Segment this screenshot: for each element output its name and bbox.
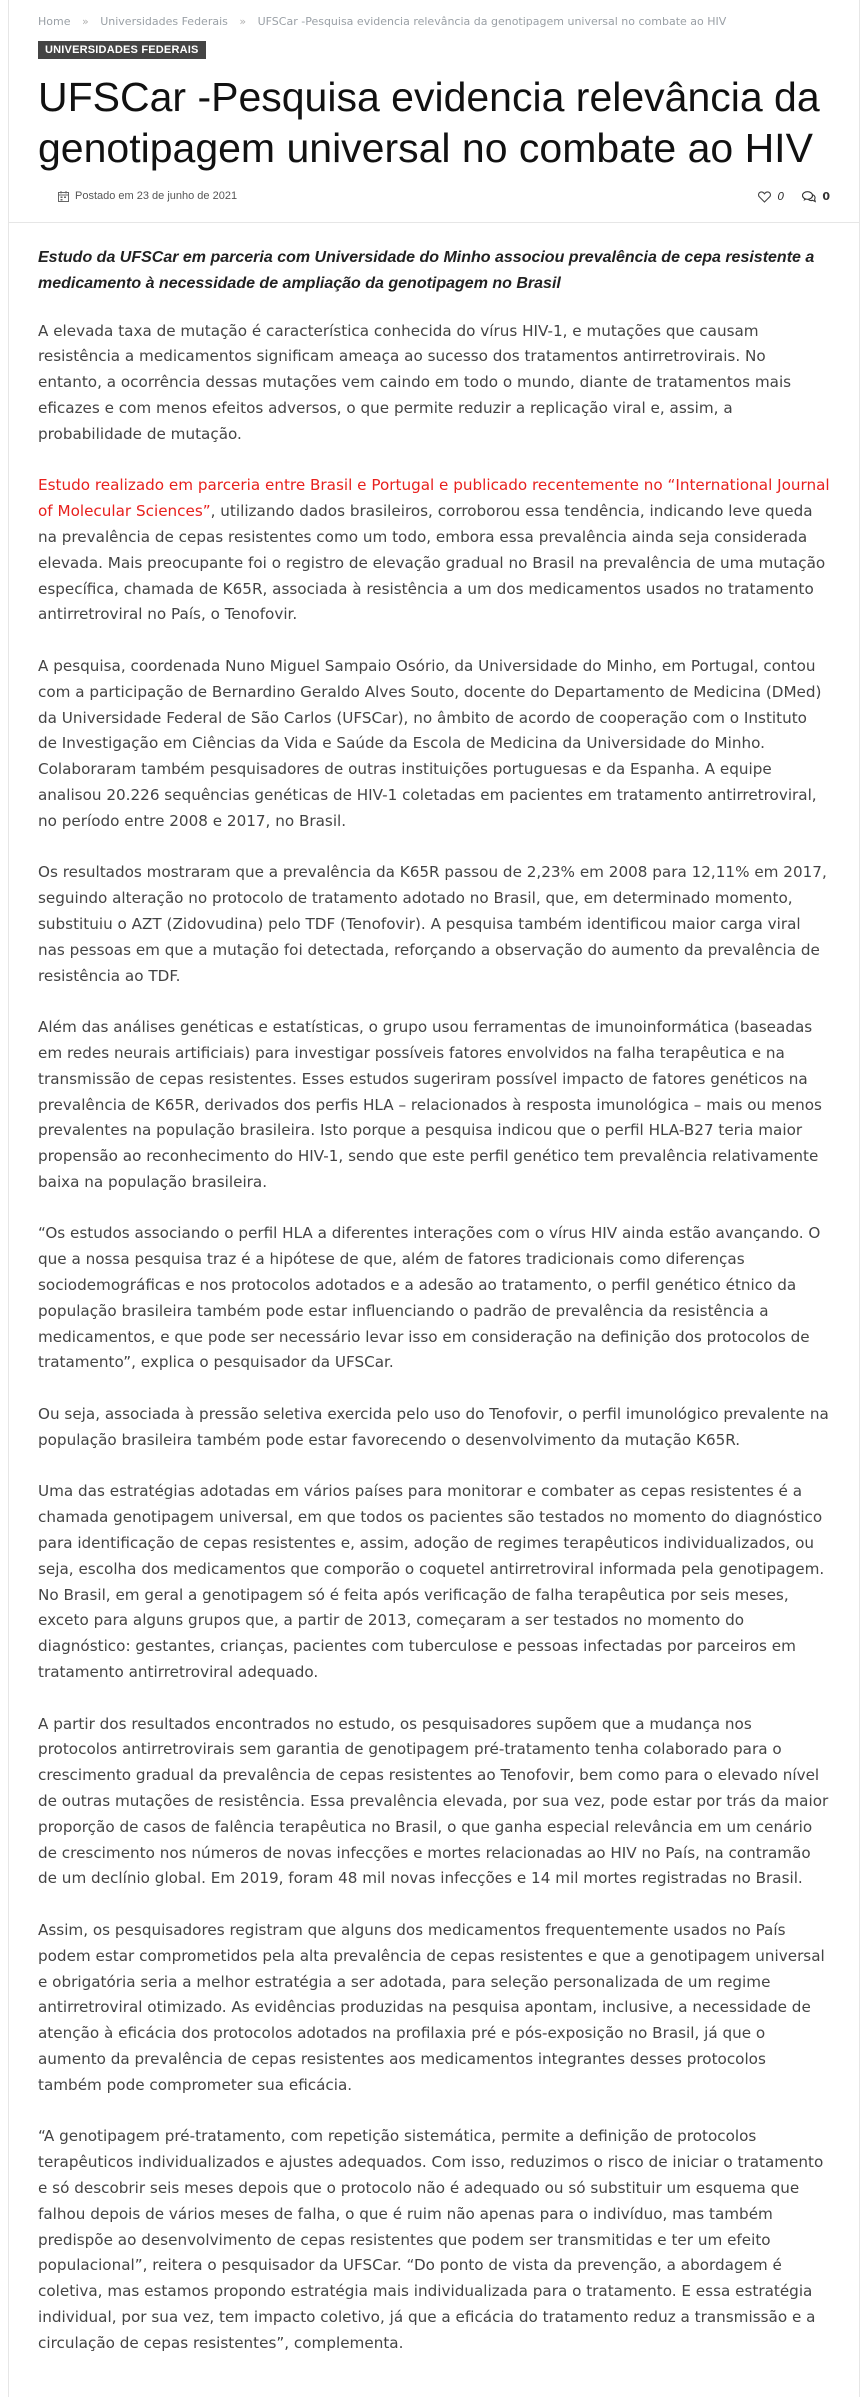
article-paragraph: Assim, os pesquisadores registram que alguns dos medicamentos frequentemente usados no País podem estar comprometidos pela alta prevalência de cepas resistentes e que a genotipagem universal e obrigatória seria a melhor estratégia a ser adotada, para seleção personalizada de um regime antirretroviral otimizado. As evidências produzidas na pesquisa apontam, inclusive, a necessidade de atenção à eficácia dos protocolos adotados na profilaxia pré e pós-exposição no Brasil, já que o aumento da prevalência de cepas resistentes aos medicamentos integrantes desses protocolos também pode comprometer sua eficácia. — [38, 1921, 825, 2094]
breadcrumb-current: UFSCar -Pesquisa evidencia relevância da genotipagem universal no combate ao HIV — [257, 15, 727, 28]
article-paragraph: “A genotipagem pré-tratamento, com repetição sistemática, permite a definição de protocolos terapêuticos individualizados e ajustes adequados. Com isso, reduzimos o risco de iniciar o tratamento e só descobrir seis meses depois que o protocolo não é adequado ou só substituir um esquema que falhou depois de vários meses de falha, o que é ruim não apenas para o indivíduo, mas também predispõe ao desenvolvimento de cepas resistentes que podem ser transmitidas e ter um efeito populacional”, reitera o pesquisador da UFSCar. “Do ponto de vista da prevenção, a abordagem é coletiva, mas estamos propondo estratégia mais individualizada para o tratamento. E essa estratégia individual, por sua vez, tem impacto coletivo, já que a eficácia do tratamento reduz a transmissão e a circulação de cepas resistentes”, complementa. — [38, 2127, 824, 2352]
heart-icon — [758, 191, 771, 203]
double-chevron-icon: » — [239, 15, 247, 28]
article-paragraph — [38, 473, 830, 628]
article-lead: Estudo da UFSCar em parceria com Universidade do Minho associou prevalência de cepa resistente a medicamento à necessidade de ampliação da genotipagem no Brasil — [38, 249, 815, 292]
post-stats — [758, 190, 830, 203]
article-paragraph-text: , utilizando dados brasileiros, corroborou essa tendência, indicando leve queda na prevalência de cepas resistentes como um todo, embora essa prevalência ainda seja considerada elevada. Mais preocupante foi o registro de elevação gradual no Brasil na prevalência de uma mutação específica, chamada de K65R, associada à resistência a um dos medicamentos usados no tratamento antirretroviral no País, o Tenofovir. — [38, 502, 826, 624]
divider — [8, 222, 860, 223]
like-count: 0 — [777, 190, 785, 203]
comments-link[interactable] — [802, 190, 830, 203]
article-paragraph: Os resultados mostraram que a prevalência da K65R passou de 2,23% em 2008 para 12,11% em 2017, seguindo alteração no protocolo de tratamento adotado no Brasil, que, em determinado momento, substituiu o AZT (Zidovudina) pelo TDF (Tenofovir). A pesquisa também identificou maior carga viral nas pessoas em que a mutação foi detectada, reforçando a observação do aumento da prevalência de resistência ao TDF. — [38, 863, 827, 985]
comments-icon — [802, 191, 816, 203]
post-date — [58, 190, 237, 202]
post-meta — [38, 190, 830, 206]
article-paragraph: “Os estudos associando o perfil HLA a diferentes interações com o vírus HIV ainda estão avançando. O que a nossa pesquisa traz é a hipótese de que, além de fatores tradicionais como diferenças sociodemográficas e nos protocolos adotados e a adesão ao tratamento, o perfil genético étnico da população brasileira também pode estar influenciando o padrão de prevalência da resistência a medicamentos, e que pode ser necessário levar isso em consideração na definição dos protocolos de tratamento”, explica o pesquisador da UFSCar. — [38, 1224, 821, 1372]
article-body — [38, 245, 830, 2382]
calendar-icon — [58, 191, 69, 202]
article-paragraph: A pesquisa, coordenada Nuno Miguel Sampaio Osório, da Universidade do Minho, em Portugal, contou com a participação de Bernardino Geraldo Alves Souto, docente do Departamento de Medicina (DMed) da Universidade Federal de São Carlos (UFSCar), no âmbito de acordo de cooperação com o Instituto de Investigação em Ciências da Vida e Saúde da Escola de Medicina da Universidade do Minho. Colaboraram também pesquisadores de outras instituições portuguesas e da Espanha. A equipe analisou 20.226 sequências genéticas de HIV-1 coletadas em pacientes em tratamento antirretroviral, no período entre 2008 e 2017, no Brasil. — [38, 656, 822, 830]
breadcrumb — [38, 15, 726, 28]
article-paragraph: Além das análises genéticas e estatísticas, o grupo usou ferramentas de imunoinformática (baseadas em redes neurais artificiais) para investigar possíveis fatores envolvidos na falha terapêutica e na transmissão de cepas resistentes. Esses estudos sugeriram possível impacto de fatores genéticos na prevalência de K65R, derivados dos perfis HLA – relacionados à resposta imunológica – mais ou menos prevalentes na população brasileira. Isto porque a pesquisa indicou que o perfil HLA-B27 teria maior propensão ao reconhecimento do HIV-1, sendo que este perfil genético tem prevalência relativamente baixa na população brasileira. — [38, 1018, 822, 1191]
article-paragraph: Ou seja, associada à pressão seletiva exercida pelo uso do Tenofovir, o perfil imunológico prevalente na população brasileira também pode estar favorecendo o desenvolvimento da mutação K65R. — [38, 1405, 829, 1449]
breadcrumb-category[interactable]: Universidades Federais — [100, 15, 228, 28]
category-badge[interactable]: UNIVERSIDADES FEDERAIS — [38, 41, 206, 59]
comment-count: 0 — [822, 190, 830, 203]
post-date-text: Postado em 23 de junho de 2021 — [75, 190, 238, 202]
article-paragraph: A partir dos resultados encontrados no estudo, os pesquisadores supõem que a mudança nos protocolos antirretrovirais sem garantia de genotipagem pré-tratamento tenha colaborado para o crescimento gradual da prevalência de cepas resistentes ao Tenofovir, bem como para o elevado nível de outras mutações de resistência. Essa prevalência elevada, por sua vez, pode estar por trás da maior proporção de casos de falência terapêutica no Brasil, o que ganha especial relevância em um cenário de crescimento nos números de novas infecções e mortes relacionadas ao HIV no País, na contramão de um declínio global. Em 2019, foram 48 mil novas infecções e 14 mil mortes registradas no Brasil. — [38, 1714, 829, 1888]
breadcrumb-home[interactable]: Home — [38, 15, 71, 28]
study-link[interactable]: Estudo realizado em parceria entre Brasil e Portugal e publicado recentemente no “International Journal of Molecular Sciences” — [38, 476, 830, 521]
double-chevron-icon: » — [81, 15, 89, 28]
article-paragraph: A elevada taxa de mutação é característica conhecida do vírus HIV-1, e mutações que causam resistência a medicamentos significam ameaça ao sucesso dos tratamentos antirretrovirais. No entanto, a ocorrência dessas mutações vem caindo em todo o mundo, diante de tratamentos mais eficazes e com menos efeitos adversos, o que permite reduzir a replicação viral e, assim, a probabilidade de mutação. — [38, 321, 792, 443]
like-button[interactable] — [758, 190, 784, 203]
page-title: UFSCar -Pesquisa evidencia relevância da genotipagem universal no combate ao HIV — [38, 74, 820, 171]
article-paragraph: Uma das estratégias adotadas em vários países para monitorar e combater as cepas resistentes é a chamada genotipagem universal, em que todos os pacientes são testados no momento do diagnóstico para identificação de cepas resistentes e, assim, adoção de regimes terapêuticos individualizados, ou seja, escolha dos medicamentos que comporão o coquetel antirretroviral informada pela genotipagem. No Brasil, em geral a genotipagem só é feita após verificação de falha terapêutica por seis meses, exceto para alguns grupos que, a partir de 2013, começaram a ser testados no momento do diagnóstico: gestantes, crianças, pacientes com tuberculose e pessoas infectadas por parceiros em tratamento antirretroviral adequado. — [38, 1482, 825, 1682]
